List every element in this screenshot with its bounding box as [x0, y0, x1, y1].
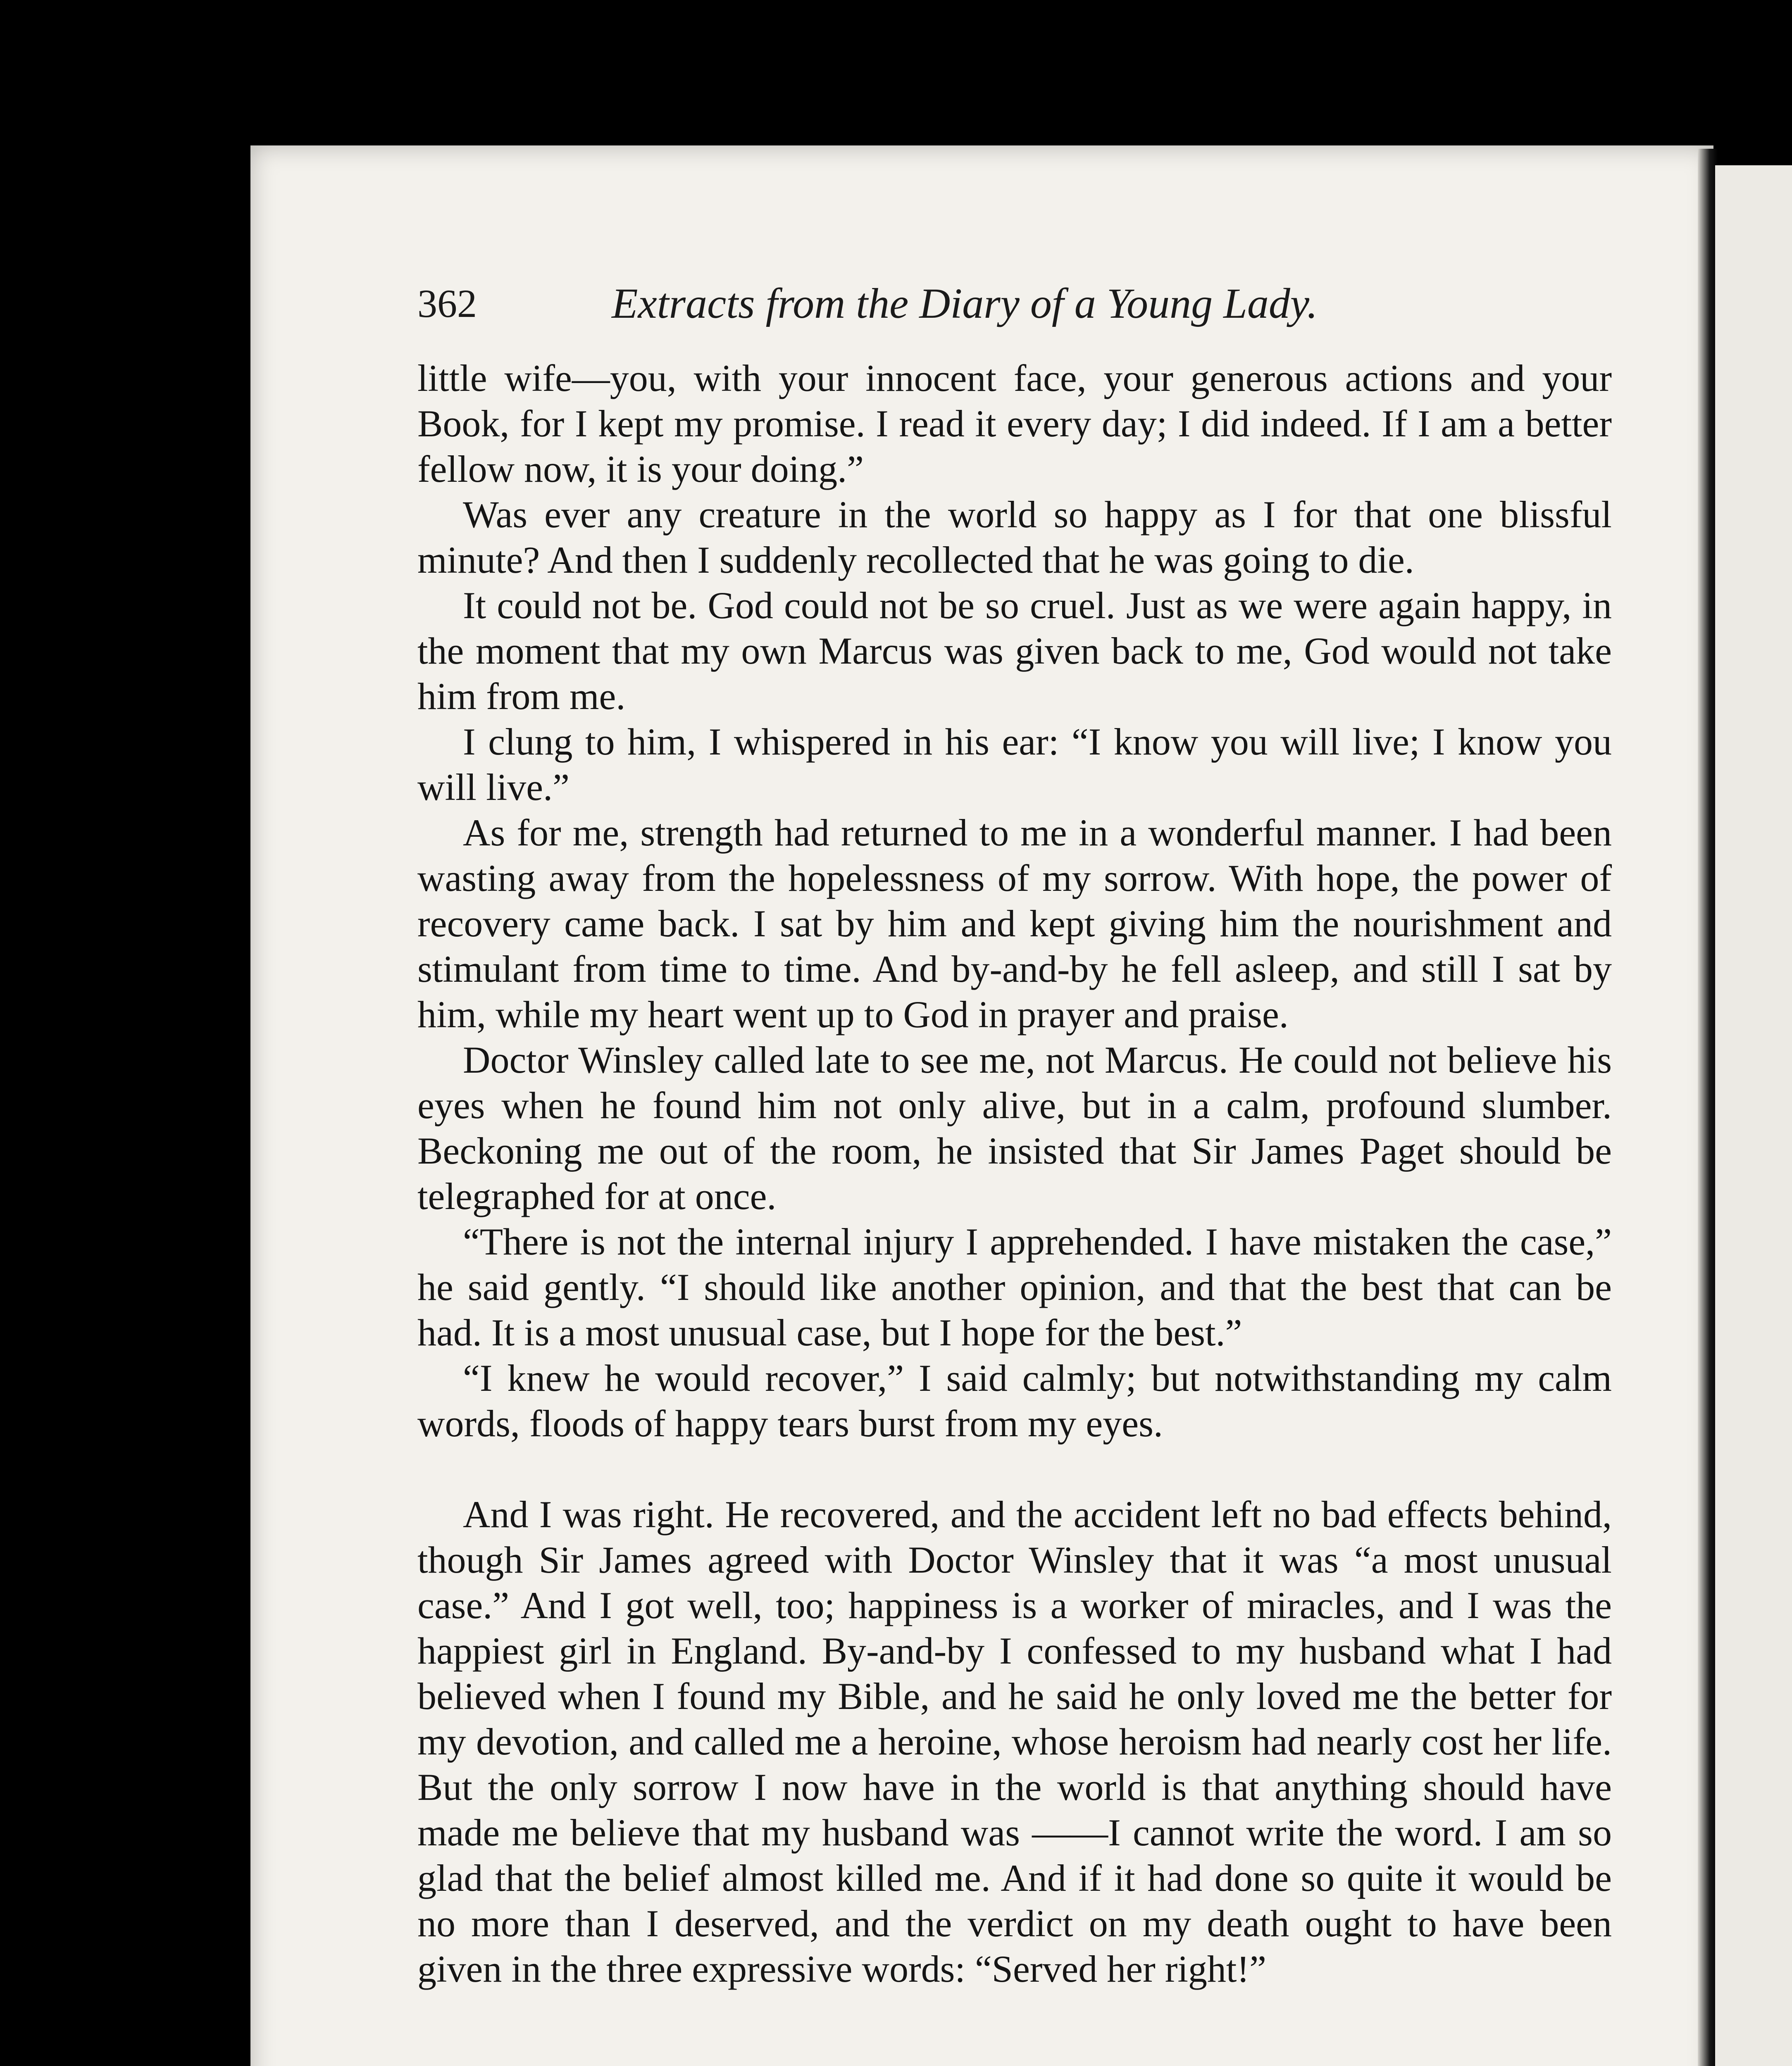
facing-page-edge	[1715, 165, 1792, 2066]
page-number: 362	[417, 281, 477, 326]
paragraph: Doctor Winsley called late to see me, not Marcus. He could not believe his eyes when he found him not only alive, but in a calm, profound slumber. Beckoning me out of the room, he insisted that Sir James Paget should be telegraphed for at once.	[417, 1039, 1612, 1217]
paragraph-continuation: little wife—you, with your innocent face, your generous actions and your Book, for I kept my promise. I read it every day; I did indeed. If I am a better fellow now, it is your doing.”	[417, 357, 1612, 490]
body-text	[417, 355, 1612, 1992]
running-title: Extracts from the Diary of a Young Lady.	[612, 280, 1318, 327]
paragraph: “I knew he would recover,” I said calmly; but notwithstanding my calm words, floods of happy tears burst from my eyes.	[417, 1357, 1612, 1445]
page-header	[417, 273, 1475, 335]
page-gutter	[1698, 149, 1718, 2066]
paragraph: I clung to him, I whispered in his ear: “I know you will live; I know you will live.”	[417, 721, 1612, 808]
paragraph: “There is not the internal injury I apprehended. I have mistaken the case,” he said gently. “I should like another opinion, and that the best that can be had. It is a most unusual case, but I hope for the best.”	[417, 1221, 1612, 1354]
section-break	[417, 1446, 1612, 1492]
paragraph: And I was right. He recovered, and the accident left no bad effects behind, though Sir James agreed with Doctor Winsley that it was “a most unusual case.” And I got well, too; happiness is a worker of miracles, and I was the happiest girl in England. By-and-by I confessed to my husband what I had believed when I found my Bible, and he said he only loved me the better for my devotion, and called me a heroine, whose heroism had nearly cost her life. But the only sorrow I now have in the world is that anything should have made me believe that my husband was ——I cannot write the word. I am so glad that the belief almost killed me. And if it had done so quite it would be no more than I deserved, and the verdict on my death ought to have been given in the three expressive words: “Served her right!”	[417, 1493, 1612, 1990]
paragraph: Was ever any creature in the world so happy as I for that one blissful minute? And then I suddenly recollected that he was going to die.	[417, 493, 1612, 581]
paragraph: As for me, strength had returned to me in a wonderful manner. I had been wasting away from the hopelessness of my sorrow. With hope, the power of recovery came back. I sat by him and kept giving him the nourishment and stimulant from time to time. And by-and-by he fell asleep, and still I sat by him, while my heart went up to God in prayer and praise.	[417, 812, 1612, 1035]
paragraph: It could not be. God could not be so cruel. Just as we were again happy, in the moment that my own Marcus was given back to me, God would not take him from me.	[417, 584, 1612, 717]
